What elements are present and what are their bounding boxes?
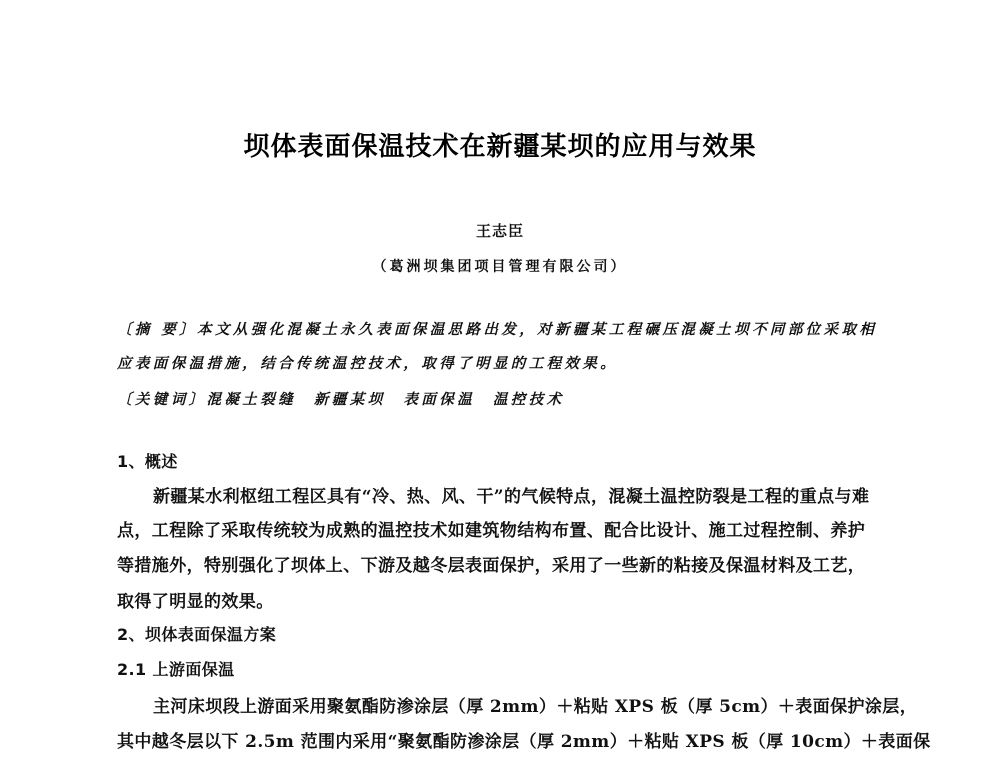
paragraph-line: 取得了明显的效果。 [117, 592, 274, 612]
abstract-line: 〔摘 要〕本文从强化混凝土永久表面保温思路出发，对新疆某工程碾压混凝土坝不同部位采取相 [117, 321, 878, 338]
section-heading-1: 1、概述 [117, 452, 178, 471]
paragraph-line: 新疆某水利枢纽工程区具有“冷、热、风、干”的气候特点，混凝土温控防裂是工程的重点与难 [153, 487, 870, 507]
keywords: 〔关键词〕混凝土裂缝 新疆某坝 表面保温 温控技术 [117, 391, 565, 408]
paragraph-line: 等措施外，特别强化了坝体上、下游及越冬层表面保护，采用了一些新的粘接及保温材料及工艺， [117, 556, 866, 576]
paper-title: 坝体表面保温技术在新疆某坝的应用与效果 [243, 132, 757, 162]
section-heading-2: 2、坝体表面保温方案 [117, 625, 277, 644]
author-affiliation: （葛洲坝集团项目管理有限公司） [372, 259, 628, 275]
paragraph-line: 点，工程除了采取传统较为成熟的温控技术如建筑物结构布置、配合比设计、施工过程控制、养护 [117, 521, 866, 541]
paragraph-line: 主河床坝段上游面采用聚氨酯防渗涂层（厚 2mm）＋粘贴 XPS 板（厚 5cm）＋表面保护涂层， [153, 697, 918, 717]
author-name: 王志臣 [475, 222, 524, 240]
subsection-heading-2-1: 2.1 上游面保温 [117, 660, 235, 679]
paragraph-line: 其中越冬层以下 2.5m 范围内采用“聚氨酯防渗涂层（厚 2mm）＋粘贴 XPS 板（厚 10cm）＋表面保 [117, 732, 931, 752]
abstract-line: 应表面保温措施，结合传统温控技术，取得了明显的工程效果。 [117, 355, 619, 372]
